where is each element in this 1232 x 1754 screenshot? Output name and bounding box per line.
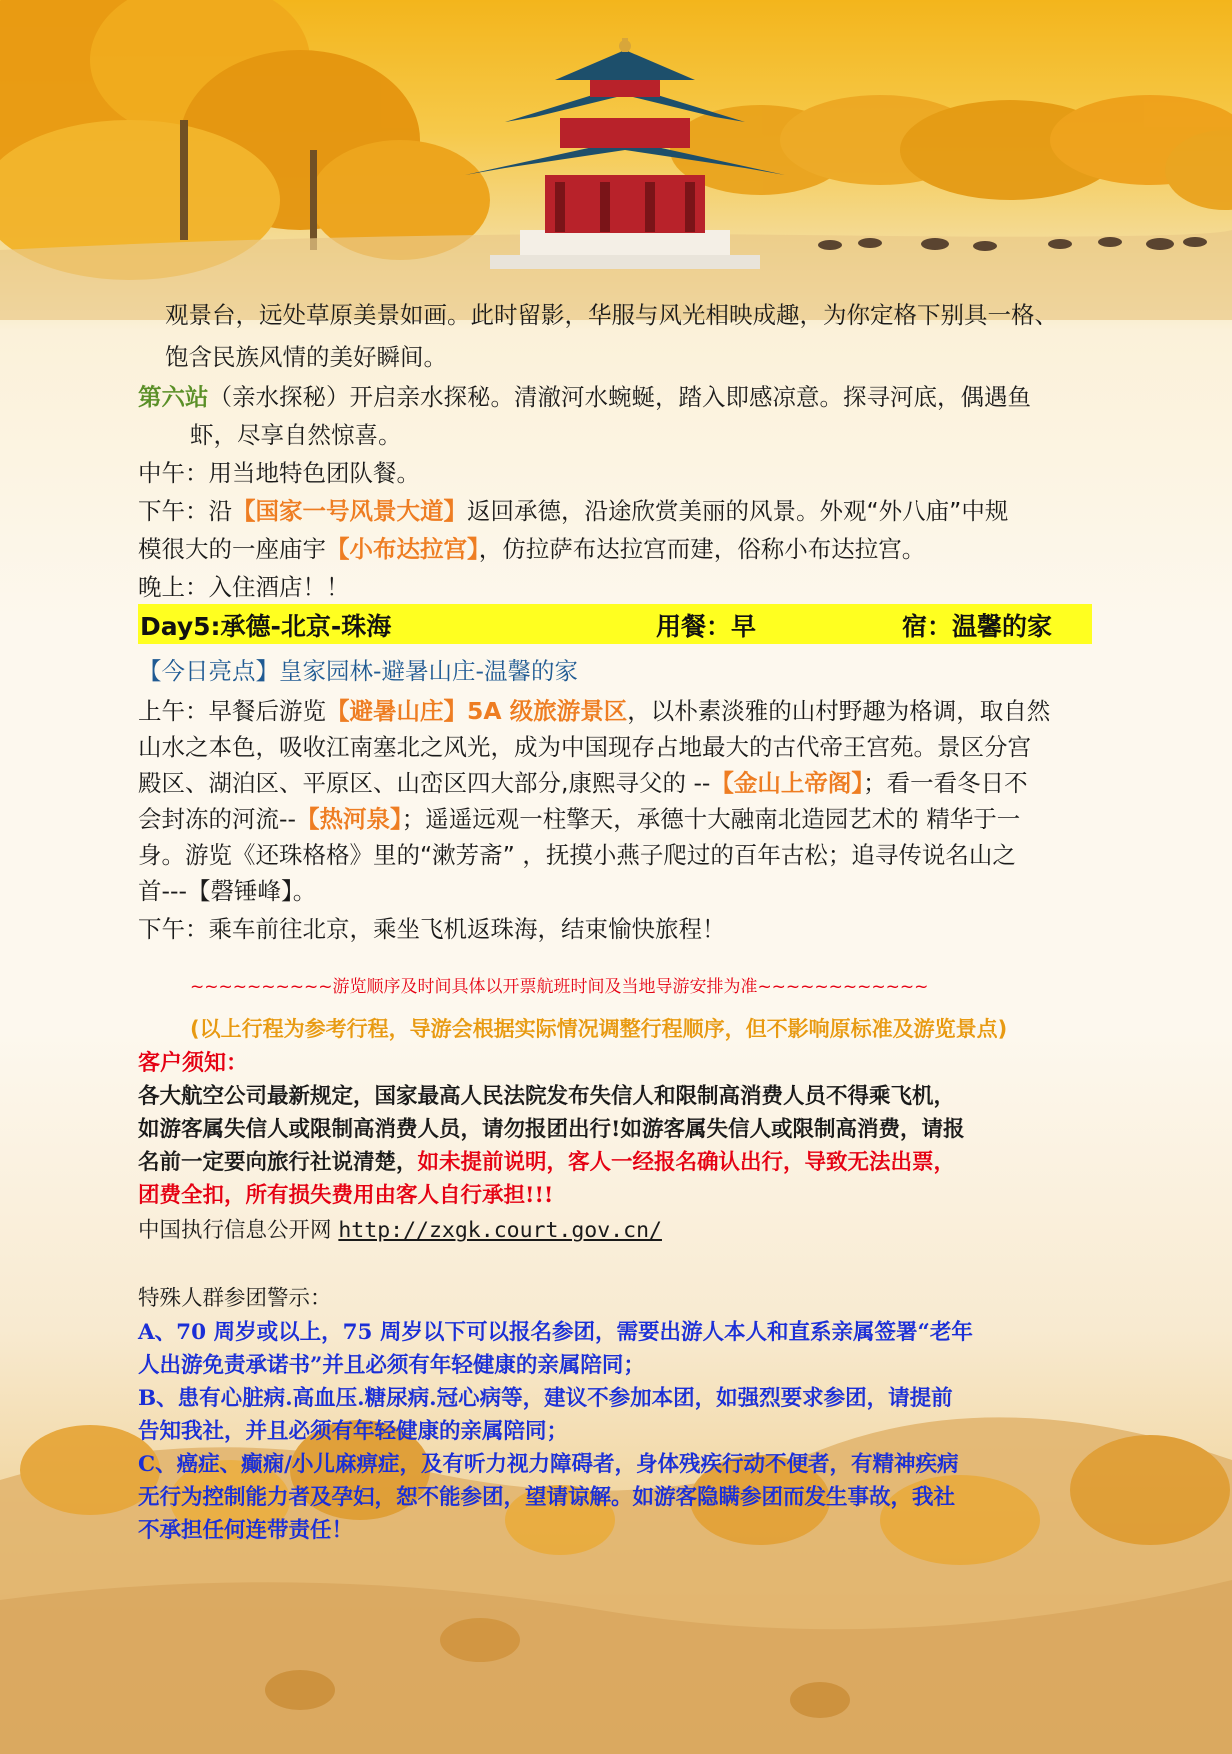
notice-reference: (以上行程为参考行程，导游会根据实际情况调整行程顺序，但不影响原标准及游览景点) <box>190 1017 1008 1041</box>
jinshan-highlight: 【金山上帝阁】 <box>710 769 864 797</box>
morning-line-4 <box>138 804 1020 834</box>
afternoon-prefix: 下午：沿 <box>138 497 232 525</box>
customer-line-1: 各大航空公司最新规定，国家最高人民法院发布失信人和限制高消费人员不得乘飞机， <box>138 1084 956 1109</box>
customer-line-3 <box>138 1148 955 1178</box>
special-b-line-1: B、患有心脏病.高血压.糖尿病.冠心病等，建议不参加本团，如强烈要求参团，请提前 <box>138 1386 953 1411</box>
morning-line-1 <box>138 696 1050 726</box>
customer-l3-black: 名前一定要向旅行社说清楚， <box>138 1150 418 1175</box>
station6-line-1 <box>138 382 1031 412</box>
morning-prefix: 上午：早餐后游览 <box>138 697 326 725</box>
road-highlight: 【国家一号风景大道】 <box>232 497 467 525</box>
afternoon-line-1 <box>138 496 1008 526</box>
afternoon-line2-prefix: 模很大的一座庙宇 <box>138 535 326 563</box>
day5-title: Day5:承德-北京-珠海 <box>140 612 392 641</box>
morning-l3-prefix: 殿区、湖泊区、平原区、山峦区四大部分,康熙寻父的 -- <box>138 769 711 797</box>
morning-line-2: 山水之本色，吸收江南塞北之风光，成为中国现存占地最大的古代帝王宫苑。景区分宫 <box>138 733 1031 761</box>
afternoon-line-2 <box>138 534 925 564</box>
day5-stay: 宿：温馨的家 <box>902 612 1053 641</box>
rehe-spring-highlight: 【热河泉】 <box>295 805 402 833</box>
special-c-line-2: 无行为控制能力者及孕妇，恕不能参团，望请谅解。如游客隐瞒参团而发生事故，我社 <box>138 1485 956 1510</box>
morning-line-5: 身。游览《还珠格格》里的“漱芳斋” ，抚摸小燕子爬过的百年古松；追寻传说名山之 <box>138 841 1016 869</box>
morning-line-3 <box>138 768 1028 798</box>
court-website-link[interactable]: http://zxgk.court.gov.cn/ <box>338 1218 662 1243</box>
summer-resort-highlight: 【避暑山庄】5A 级旅游景区 <box>326 697 628 725</box>
special-a-line-1: A、70 周岁或以上，75 周岁以下可以报名参团，需要出游人本人和直系亲属签署“老年 <box>138 1320 973 1345</box>
special-c-line-3: 不承担任何连带责任！ <box>138 1518 354 1543</box>
special-c-line-1: C、癌症、癫痫/小儿麻痹症，及有听力视力障碍者，身体残疾行动不便者，有精神疾病 <box>138 1452 959 1477</box>
station6-text-1: （亲水探秘）开启亲水探秘。清澈河水蜿蜒，踏入即感凉意。探寻河底，偶遇鱼 <box>208 383 1031 411</box>
intro-line-1: 观景台，远处草原美景如画。此时留影，华服与风光相映成趣，为你定格下别具一格、 <box>165 301 1058 329</box>
afternoon2-line: 下午：乘车前往北京，乘坐飞机返珠海，结束愉快旅程！ <box>138 915 726 943</box>
golden-trees-right <box>670 95 1232 210</box>
special-a-line-2: 人出游免责承诺书”并且必须有年轻健康的亲属陪同； <box>138 1353 645 1378</box>
evening-line: 晚上：入住酒店！！ <box>138 573 350 601</box>
customer-line-2: 如游客属失信人或限制高消费人员，请勿报团出行!如游客属失信人或限制高消费，请报 <box>138 1117 965 1142</box>
day5-header-bar <box>138 604 1092 644</box>
morning-l4-suffix: ；遥遥远观一柱擎天，承德十大融南北造园艺术的 精华于一 <box>401 805 1021 833</box>
court-website-label: 中国执行信息公开网 <box>138 1218 332 1243</box>
morning-l3-suffix: ；看一看冬日不 <box>863 769 1028 797</box>
morning-l1-suffix: ，以朴素淡雅的山村野趣为格调，取自然 <box>627 697 1051 725</box>
notice-order: ~~~~~~~~~~游览顺序及时间具体以开票航班时间及当地导游安排为准~~~~~~~~~~~~ <box>190 977 929 997</box>
today-highlight: 【今日亮点】皇家园林-避暑山庄-温馨的家 <box>138 657 578 685</box>
customer-l3-red: 如未提前说明，客人一经报名确认出行，导致无法出票， <box>417 1150 956 1175</box>
afternoon-mid: 返回承德，沿途欣赏美丽的风景。外观“外八庙”中规 <box>467 497 1009 525</box>
day5-meals: 用餐：早 <box>656 612 757 641</box>
special-groups-heading: 特殊人群参团警示： <box>138 1286 332 1311</box>
station6-label: 第六站 <box>138 383 209 411</box>
station6-line-2: 虾，尽享自然惊喜。 <box>190 421 402 449</box>
intro-line-2: 饱含民族风情的美好瞬间。 <box>165 343 447 371</box>
court-website-line <box>138 1216 662 1246</box>
morning-line-6: 首---【磬锤峰】。 <box>138 877 317 905</box>
customer-notice-heading: 客户须知： <box>138 1050 249 1076</box>
potala-highlight: 【小布达拉宫】 <box>326 535 479 563</box>
special-b-line-2: 告知我社，并且必须有年轻健康的亲属陪同； <box>138 1419 569 1444</box>
afternoon-line2-suffix: ，仿拉萨布达拉宫而建，俗称小布达拉宫。 <box>478 535 926 563</box>
customer-line-4: 团费全扣，所有损失费用由客人自行承担!!! <box>138 1183 554 1208</box>
morning-l4-prefix: 会封冻的河流-- <box>138 805 296 833</box>
noon-line: 中午：用当地特色团队餐。 <box>138 459 420 487</box>
